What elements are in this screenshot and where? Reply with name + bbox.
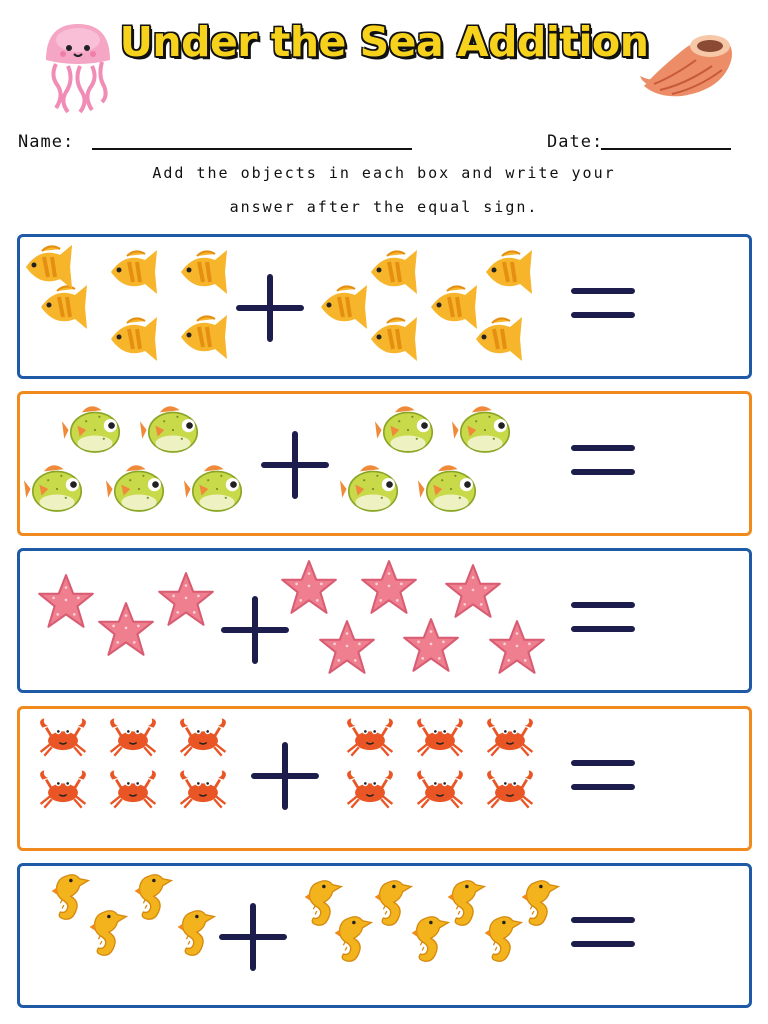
pufferfish-icon: [418, 456, 484, 526]
equals-sign-icon: [570, 757, 636, 797]
worksheet-title: Under the Sea Addition: [119, 18, 649, 66]
answer-area[interactable]: [650, 267, 730, 347]
date-line[interactable]: [601, 148, 731, 150]
answer-area[interactable]: [650, 739, 730, 819]
plus-sign-icon: [235, 273, 305, 347]
equals-sign-icon: [570, 285, 636, 325]
equals-sign-icon: [570, 914, 636, 954]
problem-box-1: [17, 234, 752, 379]
crab-icon: [175, 761, 231, 821]
plus-sign-icon: [220, 595, 290, 669]
crab-icon: [412, 761, 468, 821]
seahorse-icon: [402, 912, 458, 972]
problem-box-2: [17, 391, 752, 536]
pufferfish-icon: [24, 456, 90, 526]
pufferfish-icon: [340, 456, 406, 526]
fish-icon: [105, 242, 165, 306]
crab-icon: [35, 761, 91, 821]
pufferfish-icon: [106, 456, 172, 526]
pufferfish-icon: [184, 456, 250, 526]
seahorse-icon: [80, 906, 136, 966]
seashell-icon: [638, 24, 738, 104]
starfish-icon: [35, 571, 97, 637]
fish-icon: [365, 309, 425, 373]
seahorse-icon: [168, 906, 224, 966]
crab-icon: [35, 709, 91, 769]
starfish-icon: [155, 569, 217, 635]
starfish-icon: [358, 557, 420, 623]
plus-sign-icon: [250, 741, 320, 815]
answer-area[interactable]: [650, 581, 730, 661]
crab-icon: [105, 761, 161, 821]
crab-icon: [105, 709, 161, 769]
problem-box-3: [17, 548, 752, 693]
crab-icon: [175, 709, 231, 769]
plus-sign-icon: [260, 430, 330, 504]
crab-icon: [482, 761, 538, 821]
crab-icon: [482, 709, 538, 769]
starfish-icon: [316, 617, 378, 683]
fish-icon: [105, 309, 165, 373]
instructions-line-2: answer after the equal sign.: [229, 198, 539, 216]
seahorse-icon: [475, 912, 531, 972]
instructions-line-1: Add the objects in each box and write your: [152, 164, 616, 182]
fish-icon: [470, 309, 530, 373]
fish-icon: [480, 242, 540, 306]
problem-box-4: [17, 706, 752, 851]
date-label: Date:: [547, 132, 604, 152]
equals-sign-icon: [570, 599, 636, 639]
crab-icon: [412, 709, 468, 769]
fish-icon: [20, 237, 80, 301]
starfish-icon: [95, 599, 157, 665]
fish-icon: [175, 307, 235, 371]
seahorse-icon: [325, 912, 381, 972]
starfish-icon: [486, 617, 548, 683]
crab-icon: [342, 761, 398, 821]
crab-icon: [342, 709, 398, 769]
starfish-icon: [400, 615, 462, 681]
name-line[interactable]: [92, 148, 412, 150]
equals-sign-icon: [570, 442, 636, 482]
answer-area[interactable]: [650, 424, 730, 504]
problem-box-5: [17, 863, 752, 1008]
fish-icon: [175, 242, 235, 306]
name-label: Name:: [18, 132, 75, 152]
answer-area[interactable]: [650, 896, 730, 976]
plus-sign-icon: [218, 902, 288, 976]
